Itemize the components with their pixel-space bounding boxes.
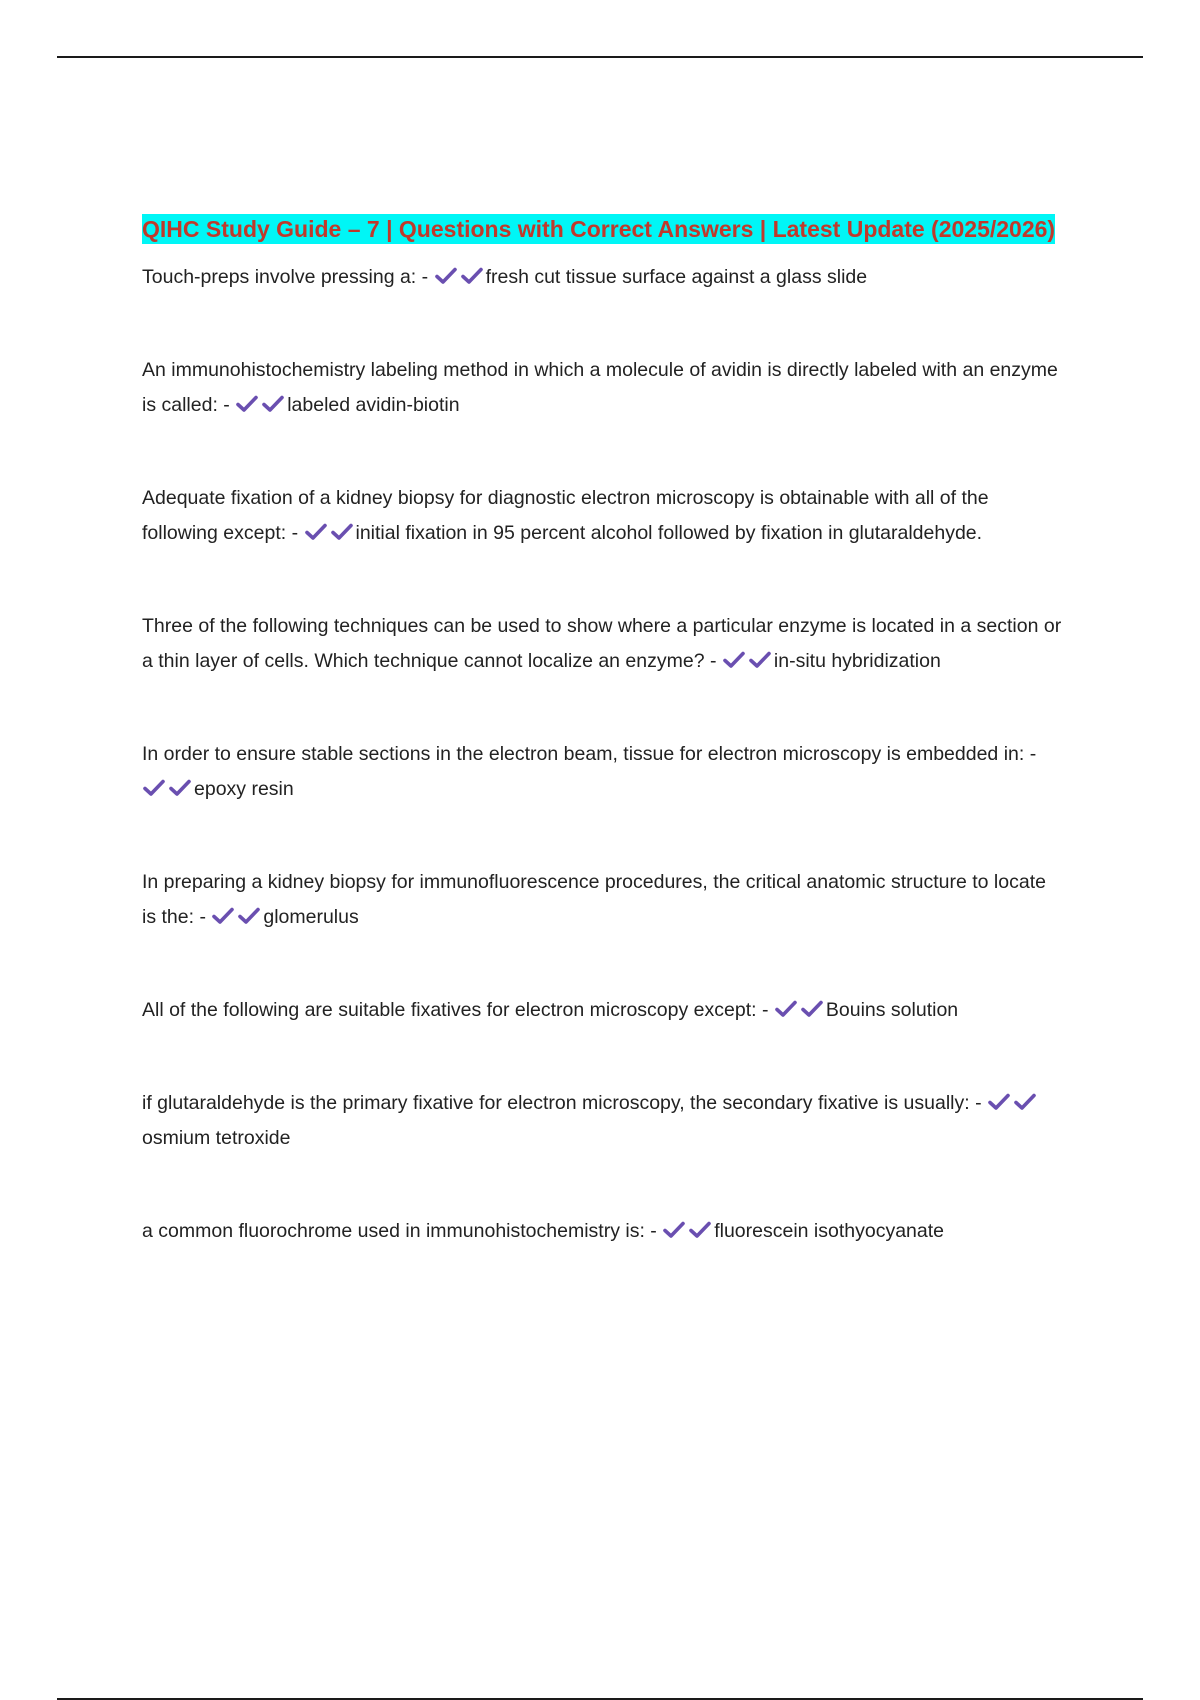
question-text: In order to ensure stable sections in the electron beam, tissue for electron microscopy is embedded in: - bbox=[142, 743, 1037, 765]
qa-item bbox=[142, 737, 1062, 807]
document-title bbox=[142, 210, 1062, 248]
check-icon bbox=[211, 903, 237, 923]
document-body bbox=[142, 210, 1062, 1249]
answer-text: Bouins solution bbox=[825, 999, 959, 1021]
qa-item bbox=[142, 609, 1062, 679]
check-icon bbox=[1013, 1089, 1039, 1109]
question-text: Three of the following techniques can be used to show where a particular enzyme is located in a section or a thin layer of cells. Which technique cannot localize an enzyme? - bbox=[142, 615, 1062, 672]
qa-item bbox=[142, 353, 1062, 423]
qa-item bbox=[142, 865, 1062, 935]
check-icon bbox=[330, 519, 356, 539]
answer-text: fresh cut tissue surface against a glass slide bbox=[485, 266, 868, 288]
qa-item bbox=[142, 260, 1062, 295]
question-text: All of the following are suitable fixatives for electron microscopy except: - bbox=[142, 999, 769, 1021]
answer-text: initial fixation in 95 percent alcohol followed by fixation in glutaraldehyde. bbox=[355, 522, 983, 544]
qa-list bbox=[142, 260, 1062, 1249]
title-highlight: QIHC Study Guide – 7 | Questions with Correct Answers | Latest Update (2025/2026) bbox=[142, 216, 1056, 242]
question-text: Adequate fixation of a kidney biopsy for diagnostic electron microscopy is obtainable with all of the following except: - bbox=[142, 487, 989, 544]
qa-item bbox=[142, 1086, 1062, 1156]
check-icon bbox=[774, 996, 800, 1016]
answer-text: glomerulus bbox=[263, 906, 359, 928]
question-text: Touch-preps involve pressing a: - bbox=[142, 266, 429, 288]
question-text: if glutaraldehyde is the primary fixative for electron microscopy, the secondary fixative is usually: - bbox=[142, 1092, 982, 1114]
question-text: In preparing a kidney biopsy for immunofluorescence procedures, the critical anatomic structure to locate is the: - bbox=[142, 871, 1046, 928]
check-icon bbox=[434, 263, 460, 283]
check-icon bbox=[722, 647, 748, 667]
answer-text: labeled avidin-biotin bbox=[287, 394, 460, 416]
check-icon bbox=[800, 996, 826, 1016]
check-icon bbox=[304, 519, 330, 539]
qa-item bbox=[142, 481, 1062, 551]
check-icon bbox=[235, 391, 261, 411]
check-icon bbox=[168, 775, 194, 795]
answer-text: osmium tetroxide bbox=[142, 1127, 291, 1149]
check-icon bbox=[142, 775, 168, 795]
qa-item bbox=[142, 993, 1062, 1028]
answer-text: epoxy resin bbox=[194, 778, 294, 800]
answer-text: fluorescein isothyocyanate bbox=[714, 1220, 945, 1242]
check-icon bbox=[987, 1089, 1013, 1109]
qa-item bbox=[142, 1214, 1062, 1249]
question-text: An immunohistochemistry labeling method in which a molecule of avidin is directly labeled with an enzyme is called: - bbox=[142, 359, 1058, 416]
check-icon bbox=[261, 391, 287, 411]
check-icon bbox=[662, 1217, 688, 1237]
check-icon bbox=[237, 903, 263, 923]
answer-text: in-situ hybridization bbox=[773, 650, 941, 672]
check-icon bbox=[748, 647, 774, 667]
top-rule bbox=[57, 56, 1143, 58]
check-icon bbox=[688, 1217, 714, 1237]
question-text: a common fluorochrome used in immunohistochemistry is: - bbox=[142, 1220, 657, 1242]
check-icon bbox=[460, 263, 486, 283]
